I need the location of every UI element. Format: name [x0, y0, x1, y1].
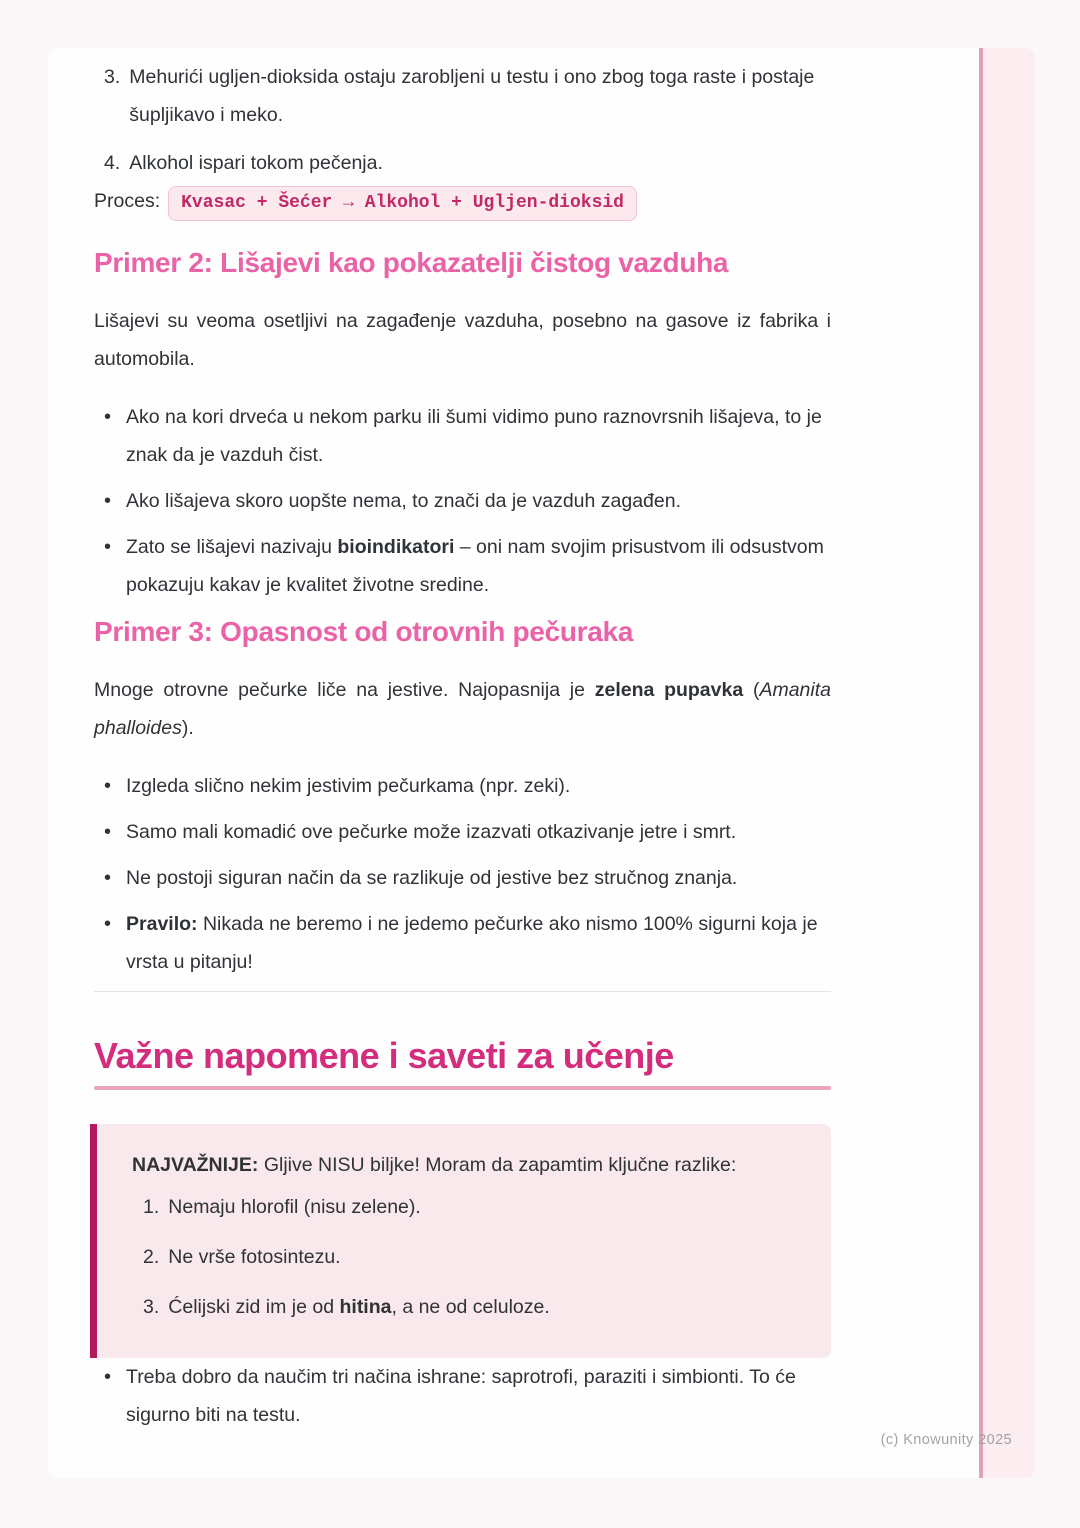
copyright-watermark: (c) Knowunity 2025 [880, 1432, 1012, 1448]
list-item-text: Ne postoji siguran način da se razlikuje od jestive bez stručnog znanja. [126, 867, 738, 889]
primer2-intro-paragraph: Lišajevi su veoma osetljivi na zagađenje vazduha, posebno na gasove iz fabrika i automobila. [94, 310, 831, 370]
list-item-text: Ako na kori drveća u nekom parku ili šumi vidimo puno raznovrsnih lišajeva, to je znak da je vazduh čist. [126, 406, 822, 466]
list-item [94, 859, 831, 897]
list-marker: 4. [104, 152, 121, 174]
list-item-text: Samo mali komadić ove pečurke može izazvati otkazivanje jetre i smrt. [126, 821, 737, 843]
list-item-text: Ako lišajeva skoro uopšte nema, to znači da je vazduh zagađen. [126, 490, 682, 512]
list-item-text [168, 1288, 550, 1326]
process-label: Proces: [94, 190, 161, 212]
primer3-bullet-list [94, 767, 831, 981]
bold-term: Pravilo: [126, 913, 198, 935]
list-marker: 3. [143, 1296, 160, 1318]
callout-heading [132, 1146, 801, 1184]
list-item [94, 482, 831, 520]
list-item [94, 767, 831, 805]
list-item-text: – oni nam svojim prisustvom ili odsustvom pokazuju kakav je kvalitet životne sredine. [126, 536, 824, 596]
list-item-text: Alkohol ispari tokom pečenja. [129, 152, 383, 174]
list-item [104, 58, 831, 134]
list-item [143, 1288, 801, 1326]
paragraph-text: Mnoge otrovne pečurke liče na jestive. Najopasnija je [94, 679, 595, 701]
list-item [94, 905, 831, 981]
bold-term: bioindikatori [337, 536, 455, 558]
heading-primer-3: Primer 3: Opasnost od otrovnih pečuraka [94, 616, 634, 647]
list-item-text: Ne vrše fotosintezu. [168, 1246, 341, 1268]
list-item-text: Izgleda slično nekim jestivim pečurkama (npr. zeki). [126, 775, 571, 797]
important-callout [90, 1124, 831, 1358]
title-underline [94, 1086, 831, 1090]
paragraph-text: ). [181, 717, 194, 739]
bold-term: hitina [339, 1296, 392, 1318]
process-formula-code: Kvasac + Šećer → Alkohol + Ugljen-dioksid [168, 186, 637, 221]
page-title: Važne napomene i saveti za učenje [94, 1035, 674, 1076]
study-note-list [94, 1358, 831, 1434]
primer2-bullet-list [94, 398, 831, 604]
document-page [48, 48, 1035, 1478]
list-marker: 2. [143, 1246, 160, 1268]
list-item-text: Mehurići ugljen-dioksida ostaju zarobljeni u testu i ono zbog toga raste i postaje šupljikavo i meko. [129, 66, 815, 126]
section-divider [94, 991, 831, 992]
list-item-text: Ćelijski zid im je od [168, 1296, 340, 1318]
list-item-text: Nemaju hlorofil (nisu zelene). [168, 1196, 421, 1218]
callout-heading-text: Gljive NISU biljke! Moram da zapamtim ključne razlike: [258, 1154, 737, 1176]
list-marker: 1. [143, 1196, 160, 1218]
list-marker: 3. [104, 66, 121, 88]
fermentation-steps-list [94, 58, 831, 182]
list-item [94, 398, 831, 474]
document-content [94, 58, 831, 1444]
bold-term: NAJVAŽNIJE: [132, 1154, 259, 1176]
list-item-text: Treba dobro da naučim tri načina ishrane: saprotrofi, paraziti i simbionti. To će sigurno biti na testu. [126, 1366, 796, 1426]
list-item [143, 1238, 801, 1276]
callout-numbered-list [132, 1188, 801, 1326]
list-item [94, 1358, 831, 1434]
list-item-text: Zato se lišajevi nazivaju [126, 536, 338, 558]
process-row [94, 182, 831, 221]
decorative-side-strip [979, 48, 1035, 1478]
list-item-text: , a ne od celuloze. [391, 1296, 550, 1318]
list-item [104, 144, 831, 182]
list-item [94, 813, 831, 851]
list-item [94, 528, 831, 604]
primer3-intro-paragraph [94, 671, 831, 747]
paragraph-text: ( [743, 679, 760, 701]
list-item-text: Nikada ne beremo i ne jedemo pečurke ako nismo 100% sigurni koja je vrsta u pitanju! [126, 913, 818, 973]
italic-latin-name: Amanita phalloides [94, 679, 831, 739]
heading-primer-2: Primer 2: Lišajevi kao pokazatelji čistog vazduha [94, 247, 729, 278]
list-item [143, 1188, 801, 1226]
bold-term: zelena pupavka [594, 679, 744, 701]
